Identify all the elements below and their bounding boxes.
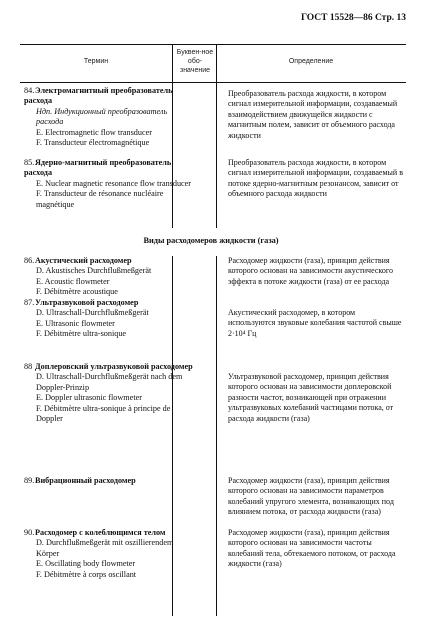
french-term: F. Débitmètre acoustique xyxy=(36,287,118,297)
column-header-term: Термин xyxy=(83,58,109,65)
entry-number: 86. xyxy=(24,256,35,265)
term-name: Вибрационный расходомер xyxy=(35,476,136,485)
german-term: D. Akustisches Durchflußmeßgerät xyxy=(36,266,152,276)
definition-84: Преобразователь расхода жидкости, в котором сигнал измерительной информации, создаваемый взаимодействием движущейся жидкости с магнитным полем, зависит от объемного расхода жидкости xyxy=(228,89,398,140)
german-term: D. Ultraschall-Durchflußmeßgerät nach dem Doppler-Prinzip xyxy=(36,372,183,392)
column-divider-2b xyxy=(216,256,217,616)
deprecated-term: Ндп. Индукционный преобразователь расхода xyxy=(36,106,168,127)
section-title: Виды расходомеров жидкости (газа) xyxy=(143,236,279,245)
table-top-rule xyxy=(20,44,406,45)
page-header: ГОСТ 15528—86 Стр. 13 xyxy=(300,13,406,23)
definition-87: Акустический расходомер, в котором используются звуковые колебания частотой свыше 2·10⁴ Гц xyxy=(228,308,402,338)
english-term: E. Acoustic flowmeter xyxy=(36,276,110,286)
german-term: D. Ultraschall-Durchflußmeßgerät xyxy=(36,308,149,318)
french-term: F. Débitmètre à corps oscillant xyxy=(36,569,137,579)
column-divider-2 xyxy=(216,44,217,228)
table-header-rule xyxy=(20,82,406,83)
term-entry-88 xyxy=(24,362,194,424)
english-term: E. Oscillating body flowmeter xyxy=(36,559,136,569)
entry-number: 88 xyxy=(24,362,33,371)
english-term: E. Nuclear magnetic resonance flow transducer xyxy=(36,178,192,188)
definition-85: Преобразователь расхода жидкости, в котором сигнал измерительной информации, создаваемый в потоке ядерно-магнитным резонансом, зависит от объемного расхода жидкости xyxy=(228,158,403,199)
term-entry-89 xyxy=(24,476,194,486)
term-entry-84 xyxy=(24,86,194,148)
term-entry-86 xyxy=(24,256,194,298)
english-term: E. Electromagnetic flow transducer xyxy=(36,127,152,137)
definition-90: Расходомер жидкости (газа), принцип действия которого основан на зависимости частоты колебаний тела, обтекаемого потоком, от расхода жидкости (газа) xyxy=(228,528,396,569)
entry-number: 87. xyxy=(24,298,35,307)
term-name: Доплеровский ультразвуковой расходомер xyxy=(35,362,193,371)
definition-88: Ультразвуковой расходомер, принцип действия которого основан на зависимости доплеровской разности частот, возникающей при отражении ультразвуковых колебаний частицами потока, от расхода жидкости (газа) xyxy=(228,372,394,423)
entry-number: 90. xyxy=(24,528,35,537)
french-term: F. Transducteur électromagnétique xyxy=(36,138,150,148)
french-term: F. Transducteur de résonance nucléaire magnétique xyxy=(36,189,164,209)
french-term: F. Débitmètre ultra-sonique à principe de Doppler xyxy=(36,403,171,424)
term-name: Ядерно-магнитный преобразователь расхода xyxy=(24,158,172,178)
term-name: Электромагнитный преобразователь расхода xyxy=(24,86,173,106)
term-entry-90 xyxy=(24,528,194,580)
column-header-definition: Определение xyxy=(288,58,334,65)
definition-86: Расходомер жидкости (газа), принцип действия которого основан на зависимости акустического эффекта в потоке жидкости (газа) от ее расхода xyxy=(228,256,393,286)
english-term: E. Ultrasonic flowmeter xyxy=(36,318,115,328)
term-name: Акустический расходомер xyxy=(35,256,132,265)
german-term: D. Durchflußmeßgerät mit oszillierendem Körper xyxy=(36,538,174,558)
term-name: Ультразвуковой расходомер xyxy=(35,298,139,307)
term-name: Расходомер с колеблющимся телом xyxy=(35,528,166,537)
entry-number: 84. xyxy=(24,86,35,95)
definition-89: Расходомер жидкости (газа), принцип действия которого основан на зависимости параметров колебаний упругого элемента, возникающих под влиянием потока, от расхода жидкости (газа) xyxy=(228,476,394,517)
entry-number: 85. xyxy=(24,158,35,167)
term-entry-85 xyxy=(24,158,194,210)
french-term: F. Débitmètre ultra-sonique xyxy=(36,329,127,339)
term-entry-87 xyxy=(24,298,194,340)
english-term: E. Doppler ultrasonic flowmeter xyxy=(36,393,142,403)
entry-number: 89. xyxy=(24,476,35,485)
column-header-letter: Буквен-ное обо-значение xyxy=(176,49,214,74)
